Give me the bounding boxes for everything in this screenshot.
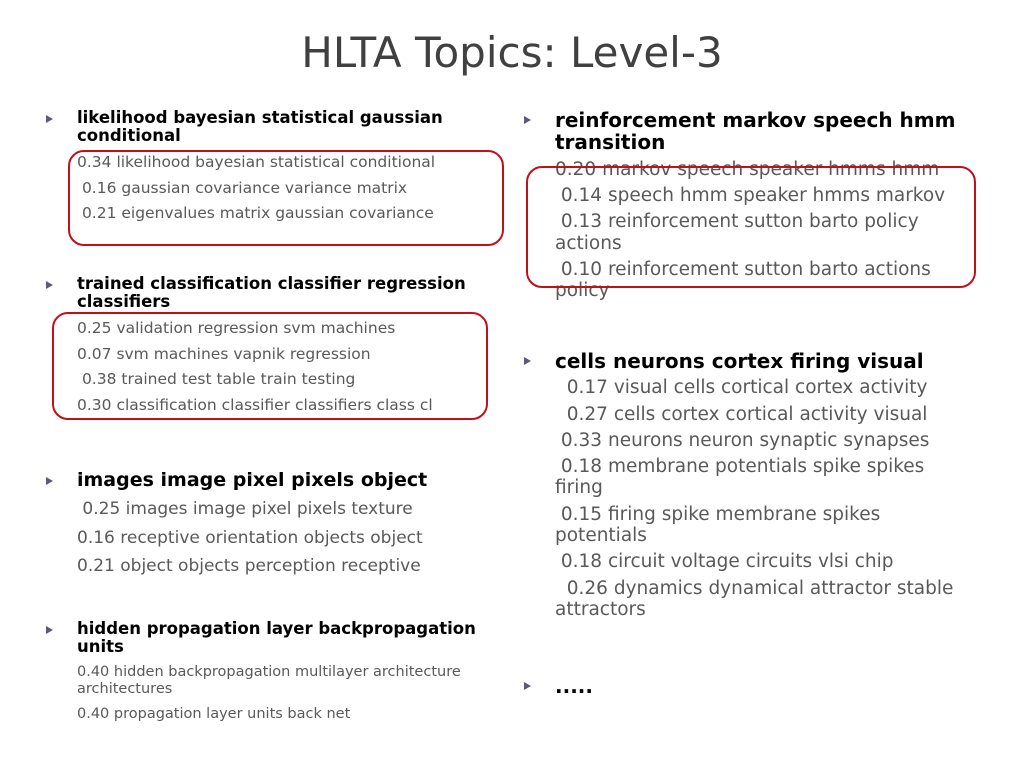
topic-item: 0.30 classification classifier classifiers class cl xyxy=(77,395,433,414)
topic-item: 0.38 trained test table train testing xyxy=(77,370,356,389)
topic-item: 0.26 dynamics dynamical attractor stable attractors xyxy=(555,577,960,620)
bullet-icon xyxy=(524,116,531,124)
topic-item: 0.16 receptive orientation objects object xyxy=(77,527,423,548)
topic-item: 0.10 reinforcement sutton barto actions policy xyxy=(555,258,937,302)
topic-item: 0.15 firing spike membrane spikes potentials xyxy=(555,503,887,546)
topic-item: 0.14 speech hmm speaker hmms markov xyxy=(555,185,946,207)
topic-heading: ..... xyxy=(555,674,593,698)
topic-block xyxy=(46,620,486,723)
topic-item: 0.34 likelihood bayesian statistical conditional xyxy=(77,152,436,171)
topic-heading: images image pixel pixels object xyxy=(77,469,428,491)
topic-item: 0.27 cells cortex cortical activity visual xyxy=(555,403,928,425)
topic-item: 0.33 neurons neuron synaptic synapses xyxy=(555,429,930,451)
topic-item: 0.20 markov speech speaker hmms hmm xyxy=(555,158,940,180)
topic-item: 0.40 propagation layer units back net xyxy=(77,705,351,722)
topic-heading: reinforcement markov speech hmm transition xyxy=(555,108,956,155)
topic-item: 0.25 validation regression svm machines xyxy=(77,318,396,337)
bullet-icon xyxy=(46,281,53,289)
bullet-icon xyxy=(524,357,531,365)
topic-item: 0.21 eigenvalues matrix gaussian covariance xyxy=(77,204,434,223)
topic-block xyxy=(46,470,486,576)
topic-item: 0.17 visual cells cortical cortex activity xyxy=(555,377,928,399)
highlight-outline xyxy=(526,166,976,288)
slide-title: HLTA Topics: Level-3 xyxy=(301,28,723,77)
topic-heading: cells neurons cortex firing visual xyxy=(555,349,924,373)
bullet-icon xyxy=(46,477,53,485)
topic-heading: likelihood bayesian statistical gaussian conditional xyxy=(77,108,443,146)
topic-item: 0.18 circuit voltage circuits vlsi chip xyxy=(555,551,894,573)
bullet-icon xyxy=(524,682,531,690)
topic-block xyxy=(524,675,964,697)
topic-item: 0.13 reinforcement sutton barto policy actions xyxy=(555,211,925,254)
topic-item: 0.18 membrane potentials spike spikes firing xyxy=(555,456,931,499)
highlight-outline xyxy=(68,150,504,246)
bullet-icon xyxy=(46,626,53,634)
highlight-outline xyxy=(52,312,488,420)
topic-item: 0.21 object objects perception receptive xyxy=(77,556,421,577)
bullet-icon xyxy=(46,115,53,123)
topic-block xyxy=(524,350,964,620)
topic-heading: hidden propagation layer backpropagation units xyxy=(77,619,476,657)
topic-item: 0.25 images image pixel pixels texture xyxy=(77,499,413,520)
topic-heading: trained classification classifier regression classifiers xyxy=(77,274,466,312)
topic-item: 0.07 svm machines vapnik regression xyxy=(77,344,371,363)
topic-item: 0.16 gaussian covariance variance matrix xyxy=(77,178,408,197)
topic-item: 0.40 hidden backpropagation multilayer architecture architectures xyxy=(77,663,466,698)
